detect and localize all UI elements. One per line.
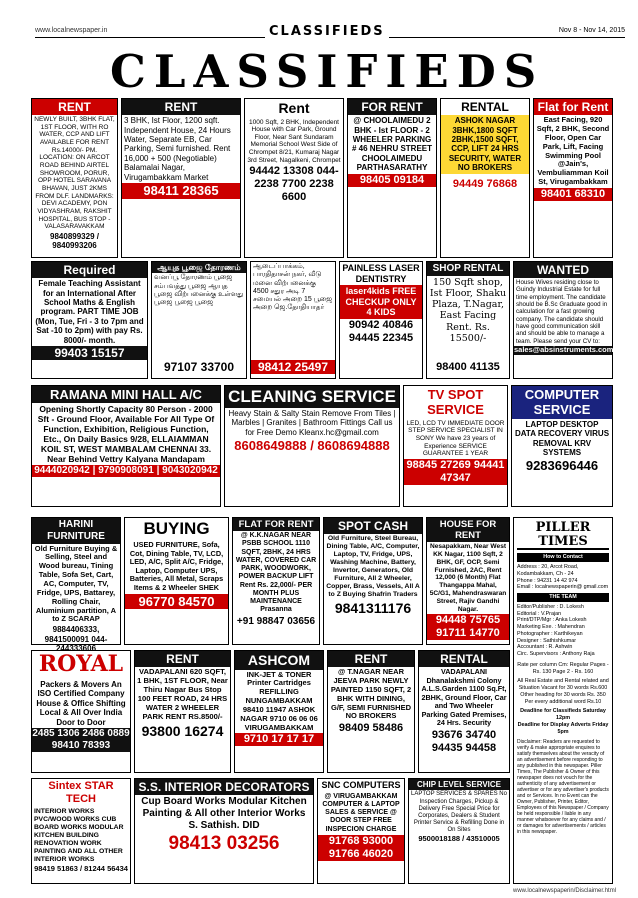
ad-heading: CHIP LEVEL SERVICE bbox=[409, 779, 509, 790]
ad-harini-furniture bbox=[31, 517, 121, 654]
ad-body: Cup Board Works Modular Kitchen Painting & All other Interior Works S. Sathish. DID bbox=[141, 796, 307, 831]
ad-body: @ CHOOLAIMEDU 2 BHK - Ist FLOOR - 2 WHEELER PARKING # 46 NEHRU STREET CHOOLAIMEDU PARTHASARATHY bbox=[351, 116, 433, 173]
ad-heading: Required bbox=[32, 262, 147, 278]
ad-heading: SNC COMPUTERS bbox=[321, 780, 401, 790]
ad-body: VADAPALANI 620 SQFT, 1 BHK, 1ST FLOOR, Near Thiru Nagar Bus Stop 100 FEET ROAD, 24 HRS WATER 2 WHEELER PARK RENT RS.8500/- bbox=[137, 667, 228, 721]
ad-heading: FLAT FOR RENT bbox=[233, 518, 319, 531]
staff-line: Designer : Sathishkumar bbox=[517, 637, 577, 644]
ad-sintex-star-tech bbox=[31, 778, 131, 884]
top-bar bbox=[35, 24, 625, 40]
ad-heading: RENT bbox=[122, 99, 240, 115]
ad-heading: RENT bbox=[32, 99, 117, 115]
display-deadline: Deadline for Display Adverts Friday 5pm bbox=[517, 721, 609, 735]
contact-phone: Phone : 94231 14 42 974 bbox=[517, 577, 578, 584]
ad-phone: 98419 51863 / 81244 56434 bbox=[34, 864, 128, 874]
ad-body: ஆடைப்பாக்கம், பாரதிதாசன் நகர், வீடு மனை விற்பனைக்கு 4500 சதுர அடி 7 சமையல் அறை 15 பூஜை அறை ஜெ.தோதியாதர் bbox=[253, 263, 333, 312]
ad-heading: RAMANA MINI HALL A/C bbox=[32, 386, 220, 403]
ad-heading: S.S. INTERIOR DECORATORS bbox=[135, 779, 313, 795]
team-heading: THE TEAM bbox=[517, 593, 609, 602]
ad-phone: 90942 40846 94445 22345 bbox=[348, 319, 414, 345]
ad-phone: 8608649888 / 8608694888 bbox=[234, 438, 390, 454]
ad-phone: 9840899329 / 9840993206 bbox=[50, 232, 99, 251]
ad-body: ASHOK NAGAR 3BHK,1800 SQFT 2BHK,1500 SQFT, CCP, LIFT 24 HRS SECURITY, WATER NO BROKERS bbox=[441, 115, 529, 174]
ad-rental-vadapalani bbox=[418, 650, 510, 773]
ad-phone: 9500018188 / 43510005 bbox=[418, 833, 500, 843]
ad-body: NEWLY BUILT, 3BHK FLAT, 1ST FLOOR, WITH RO WATER, CCP AND LIFT AVAILABLE FOR RENT Rs.14000/- PM. LOCATION: ON ARCOT ROAD BEHIND AIRTEL SHOWROOM, PORUR, OPP HOTEL SARAVANA BHAVAN, JUST 2KMS FROM DLF. LANDMARKS: DEVI ACADEMY, PON VIDYASHRAM, RAKSHIT HOSPITAL, BUS STOP - VALASARAVAKKAM bbox=[34, 116, 115, 231]
ad-phone: 93800 16274 bbox=[141, 722, 224, 739]
rates-detail: All Real Estate and Rental related and Situation Vacant for 30 words Rs.600 Other heading for 30 words Rs. 350 Per every additional word Rs.10 bbox=[517, 678, 609, 705]
ad-body: 1000 Sqft, 2 BHK, Independent House with Car Park, Ground Floor, Near Sant Sundaram Memorial School West Side of Chrompet 8/21, Kumaraj Nagar 3rd Street, Nagalkeni, Chrompet bbox=[247, 118, 341, 164]
ad-heading: Rent bbox=[278, 100, 310, 116]
ad-heading: ஆயுத பூஜை தோரணம் bbox=[152, 262, 246, 273]
ad-body: வனப்பூ தோரணம் பூஜை சம்பவத்து பூஜை ஆயுத பூஜை விற்பனைக்கு உள்ளது பூஜை பூஜை பூஜை bbox=[154, 274, 244, 307]
ad-body: INTERIOR WORKS PVC/WOOD WORKS CUB BOARD WORKS MODULAR KITCHEN BUILDING RENOVATION WORK PAINTING AND ALL OTHER INTERIOR WORKS bbox=[34, 807, 124, 864]
publication-logo: PILLER TIMES bbox=[517, 521, 609, 550]
ad-spot-cash bbox=[323, 517, 423, 645]
ad-heading: SHOP RENTAL bbox=[427, 262, 509, 276]
ad-phone: 94449 76868 bbox=[452, 177, 518, 190]
ad-tamil-property bbox=[250, 261, 336, 379]
ad-email[interactable]: sales@absinstruments.com bbox=[514, 344, 614, 354]
ad-heading: HARINI FURNITURE bbox=[32, 518, 120, 544]
ad-rent-balamalai bbox=[121, 98, 241, 258]
ad-heading: ASHCOM bbox=[235, 651, 323, 670]
ad-snc-computers bbox=[317, 778, 405, 884]
ad-phone: 9710 17 17 17 bbox=[235, 733, 323, 746]
ad-body: VADAPALANI Dhanalakshmi Colony A.L.S.Garden 1100 Sq.Ft, 2BHK, Ground Floor, Car and Two Wheeler Parking Gated Premises, 24 Hrs. Security bbox=[421, 667, 507, 728]
ad-phone: 98412 25497 bbox=[251, 360, 335, 374]
ad-heading: ROYAL bbox=[38, 651, 124, 677]
ad-phone: 93676 34740 94435 94458 bbox=[431, 728, 497, 754]
ad-heading: TV SPOT SERVICE bbox=[427, 387, 484, 418]
ad-phone: 9884406333, 9841500091 044-244333606 bbox=[44, 625, 108, 654]
staff-line: Editorial : V.Prajan bbox=[517, 610, 562, 617]
ad-ashcom bbox=[234, 650, 324, 773]
ad-body: Nesapakkam, Near West KK Nagar, 1100 Sqft, 2 BHK, GF, OCP, Semi Furnished, 2AC, Rent 12,000 (6 Month) Flat Thangappa Mahal, 5C/G1, Mahendraswaran Street, Rajiv Gandhi Nagar. bbox=[429, 543, 507, 613]
ad-phone: 91768 93000 91766 46020 bbox=[318, 835, 404, 861]
ad-heading: WANTED bbox=[514, 262, 612, 278]
ad-phone: 96770 84570 bbox=[125, 594, 228, 609]
disclaimer-url[interactable]: www.localnewspaperin/Disclaimer.html bbox=[513, 888, 617, 894]
ad-heading: FOR RENT bbox=[348, 99, 436, 115]
ad-phone: 98401 68310 bbox=[534, 188, 612, 201]
ad-body: LAPTOP DESKTOP DATA RECOVERY VIRUS REMOVAL KRV SYSTEMS bbox=[514, 419, 610, 457]
ad-heading: CLEANING SERVICE bbox=[225, 386, 399, 408]
classified-deadline: Deadline for Classifieds Saturday 12pm bbox=[520, 708, 606, 722]
ad-heading: Sintex STAR TECH bbox=[48, 780, 114, 805]
ad-ss-interior-decorators bbox=[134, 778, 314, 884]
ad-heading: HOUSE FOR RENT bbox=[427, 518, 509, 542]
ad-phone: 9841311176 bbox=[334, 600, 412, 617]
staff-line: Editor/Publisher : D. Lokesh bbox=[517, 603, 584, 610]
ad-body: INK-JET & TONER Printer Cartridges REFILLING NUNGAMBAKKAM 98410 11947 ASHOK NAGAR 9710 06 06 06 VIRUGAMBAKKAM bbox=[240, 669, 318, 732]
ad-cleaning-service bbox=[224, 385, 400, 507]
ad-heading: RENTAL bbox=[461, 100, 509, 114]
ad-heading: RENTAL bbox=[419, 651, 509, 667]
ad-rent-t-nagar bbox=[327, 650, 415, 773]
ad-computer-service bbox=[511, 385, 613, 507]
ad-shop-rental bbox=[426, 261, 510, 379]
issue-date: Nov 8 - Nov 14, 2015 bbox=[558, 27, 625, 34]
ad-phone: 98409 58486 bbox=[338, 722, 404, 735]
rates: Rate per column Cm: Regular Pages - Rs. 130 Page 2 - Rs. 160 bbox=[517, 661, 609, 675]
ad-phone: 98405 09184 bbox=[348, 174, 436, 187]
contact-email[interactable]: Email : localnewspaperin@ gmail.com bbox=[517, 584, 609, 591]
staff-line: Photographer : Karthikeyan bbox=[517, 630, 583, 637]
ad-phone: +91 98847 03656 bbox=[236, 615, 316, 627]
ad-phone: 98413 03256 bbox=[168, 832, 280, 854]
ad-flat-kk-nagar bbox=[232, 517, 320, 645]
ad-rental-ashok-nagar bbox=[440, 98, 530, 258]
staff-line: Print/DTP/Mgr : Anka Lokesh bbox=[517, 617, 587, 624]
ad-chip-level-service bbox=[408, 778, 510, 884]
ad-body: Female Teaching Assistant for an International After School Maths & English program. PART TIME JOB (Mon, Tue, Fri - 3 to 7pm and Sat -10 to 2pm) with pay Rs. 8000/- month. bbox=[35, 279, 144, 345]
staff-line: Marketing Exe. : Mahendran bbox=[517, 624, 585, 631]
ad-phone: 94448 75765 91711 14770 bbox=[427, 614, 509, 640]
ad-body: Old Furniture, Steel Bureau, Dining Table, A/C, Computer, Laptop, TV, Fridge, UPS, Washing Machine, Battery, Invertor, Generators, Old Furniture, All 2 Wheeler, Copper, Brass, Vessels, All A to Z Buying Shafrin Traders bbox=[326, 535, 420, 599]
ad-rent-vadapalani bbox=[134, 650, 231, 773]
ad-for-rent-choolaimedu bbox=[347, 98, 437, 258]
ad-painless-dentistry bbox=[339, 261, 423, 379]
section-label: CLASSIFIEDS bbox=[265, 24, 389, 39]
ad-phone: 99403 15157 bbox=[32, 346, 147, 360]
ad-phone: 98400 41135 bbox=[436, 361, 500, 374]
ad-body: Opening Shortly Capacity 80 Person - 2000 Sft - Ground Floor, Available For All Type Of Function, Exhibition, Religious Function, Etc., On Daily Basics 9/28, ELLAIAMMAN KOIL ST, WEST MAMBALAM CHENNAI 33. Near Behind Vettry Kalyana Mandapam bbox=[37, 404, 215, 465]
masthead: CLASSIFIEDS bbox=[110, 45, 545, 98]
staff-list bbox=[517, 604, 609, 658]
ad-rent-porur bbox=[31, 98, 118, 258]
ad-body: House Wives residing close to Guindy Industrial Estate for full time employment. The candidate should be B.Sc Graduate good in calculation for a fast growing company. The candidate should have good communication skill and should be able to manage a team. Please send your CV to: bbox=[516, 279, 608, 345]
ad-body: Heavy Stain & Salty Stain Remove From Tiles | Marbles | Granites | Bathroom Fittings Call us for Free Demo Kleanx.hc@gmail.com bbox=[228, 409, 396, 437]
ad-body: 3 BHK, Ist Floor, 1200 sqft. Independent House, 24 Hours Water, Separate EB, Car Parking, Semi furnished. Rent 16,000 + 500 (Negotiable) Balamalai Nagar, Virugambakkam Market bbox=[124, 116, 231, 182]
publisher-box bbox=[513, 517, 613, 884]
ad-body: Packers & Movers An ISO Certified Company House & Office Shifting Local & All Over India Door to Door bbox=[36, 679, 126, 727]
ad-wanted bbox=[513, 261, 613, 379]
ad-teaching-assistant bbox=[31, 261, 148, 379]
ad-body: @ VIRUGAMBAKKAM COMPUTER & LAPTOP SALES & SERVICE @ DOOR STEP FREE INSPECION CHARGE bbox=[322, 792, 400, 833]
ad-body: Old Furniture Buying & Selling, Steel and Wood bureau, Tining Table, Sofa Set, Cart, AC, Computer, TV, Fridge, UPS, Battarey, Rolling Chair, Aluminium partition, A to Z SCARAP bbox=[34, 543, 118, 624]
ad-body: @ K.K.NAGAR NEAR PSBB SCHOOL 1110 SQFT, 2BHK, 24 HRS WATER, COVERED CAR PARK, WOODWORK, POWER BACKUP LIFT Rent Rs. 22,000/- PER MONTH PLUS MAINTENANCE Prasanna bbox=[235, 532, 317, 614]
ad-body: 150 Sqft shop, Ist Floor, Shaku Plaza, T.Nagar, East Facing Rent. Rs. 15500/- bbox=[429, 276, 507, 344]
contact-address: Address : 20, Arcot Road, Kodambakkam, Ch - 24 bbox=[517, 564, 579, 577]
staff-line: Circ. Supervisors : Anthony Raja bbox=[517, 651, 595, 658]
ad-tv-spot-service bbox=[403, 385, 508, 507]
site-url[interactable]: www.localnewspaper.in bbox=[35, 27, 108, 34]
ad-body: laser4kids FREE CHECKUP ONLY 4 KIDS bbox=[340, 285, 422, 319]
ad-body: @ T.NAGAR NEAR JEEVA PARK NEWLY PAINTED 1150 SQFT, 2 BHK WITH DINING, G/F, SEMI FURNISHED NO BROKERS bbox=[330, 667, 412, 721]
ad-tamil-pooja bbox=[151, 261, 247, 379]
ad-house-for-rent bbox=[426, 517, 510, 645]
ad-body: LED, LCD TV IMMEDIATE DOOR STEP SERVICE SPECIALIST IN SONY We have 23 years of Experience SERVICE GUARANTEE 1 YEAR bbox=[406, 419, 505, 458]
ad-rent-chrompet bbox=[244, 98, 344, 258]
ad-ramana-mini-hall bbox=[31, 385, 221, 507]
ad-heading: BUYING bbox=[143, 519, 210, 538]
ad-body: East Facing, 920 Sqft, 2 BHK, Second Floor, Open Car Park, Lift, Facing Swimming Pool @Jain's, Vembuliamman Koil St, Virugambakkam bbox=[536, 115, 610, 187]
ad-buying-used-furniture bbox=[124, 517, 229, 645]
ad-heading: COMPUTER SERVICE bbox=[512, 386, 612, 419]
ad-phone: 9444020942 | 9790908091 | 9043020942 bbox=[32, 465, 220, 477]
ad-heading: PAINLESS LASER DENTISTRY bbox=[342, 263, 420, 284]
ad-royal-packers bbox=[31, 650, 131, 773]
ad-heading: RENT bbox=[328, 651, 414, 667]
ad-body: LAPTOP SERVICES & SPARES No Inspection Charges, Pickup & Delivery Free Special Price for Corporates, Dealers & Student Printer Service & Refilling Done in On Sites bbox=[411, 791, 507, 833]
ad-phone: 2485 1306 2486 0889 98410 78393 bbox=[32, 728, 130, 751]
ad-phone: 97107 33700 bbox=[163, 359, 235, 374]
contact-heading: How to Contact bbox=[517, 553, 609, 562]
ad-heading: SPOT CASH bbox=[324, 518, 422, 534]
ad-phone: 98411 28365 bbox=[122, 183, 240, 198]
disclaimer: Disclaimer: Readers are requested to verify & make appropriate enquires to satisfy themselves about the veracity of an advertisement before responding to any published in this newspaper. Piller Times, The Publisher & Owner of this newspaper does not vouch for the authenticity of any advertisement or advertiser or for any advertiser's products and or Services. In no Event can the Owner, Publisher, Printer, Editor, Employees of this Newspaper / Company be held responsible / liable in any manner whatsoever for any claims and / or damages for advertisements / articles in this newspaper. bbox=[517, 739, 609, 836]
staff-line: Accountant : R. Ashwin bbox=[517, 644, 573, 651]
ad-heading: Flat for Rent bbox=[534, 99, 612, 115]
ad-body: USED FURNITURE, Sofa, Cot, Dining Table, TV, LCD, LED, A/C, Split A/C, Fridge, Laptop, Computer UPS, Batteries, All Metal, Scraps Items & 2 Wheeler SHEK bbox=[129, 540, 224, 593]
ad-phone: 9283696446 bbox=[525, 458, 599, 474]
ad-heading: RENT bbox=[135, 651, 230, 667]
ad-flat-for-rent bbox=[533, 98, 613, 258]
ad-phone: 94442 13308 044-2238 7700 2238 6600 bbox=[249, 165, 339, 204]
ad-phone: 98845 27269 94441 47347 bbox=[404, 459, 507, 485]
